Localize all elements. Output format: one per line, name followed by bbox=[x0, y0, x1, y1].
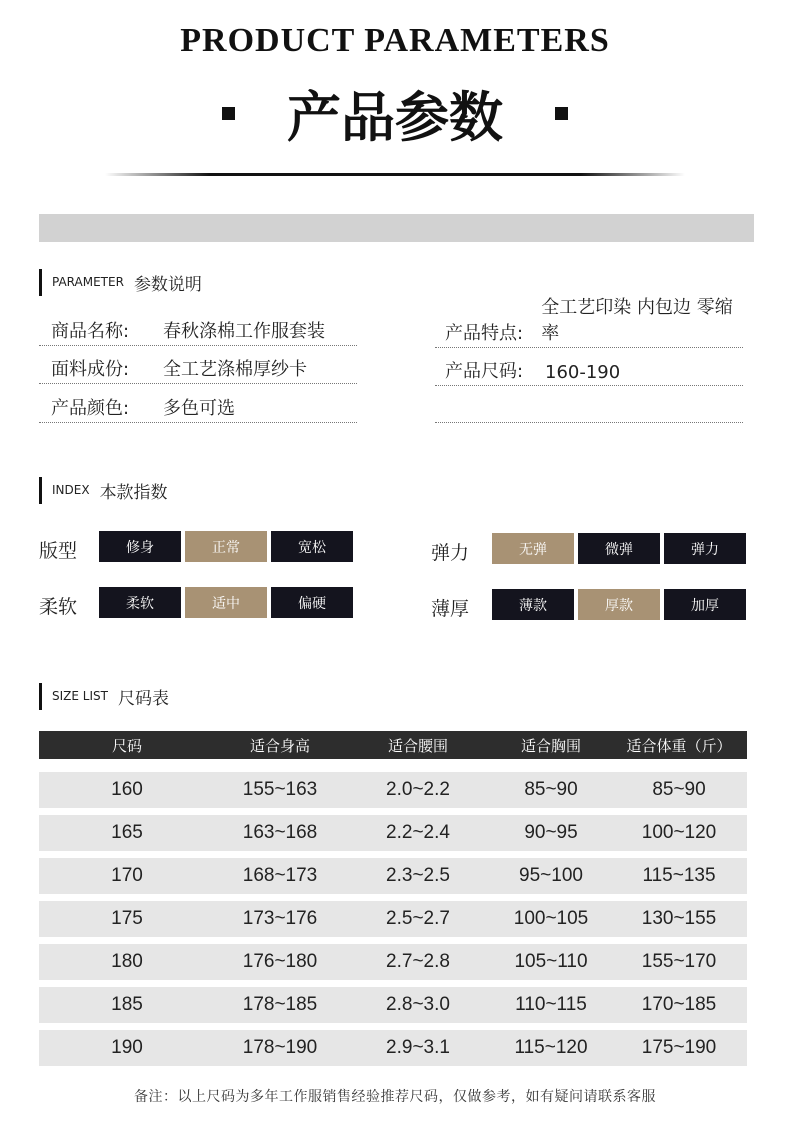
section-cn-label: 尺码表 bbox=[117, 688, 169, 709]
table-cell: 95~100 bbox=[519, 865, 583, 886]
column-header: 尺码 bbox=[111, 736, 142, 755]
index-label-elasticity: 弹力 bbox=[431, 542, 470, 564]
index-label-thickness: 薄厚 bbox=[431, 598, 470, 620]
table-cell: 85~90 bbox=[524, 779, 578, 800]
param-value: 多色可选 bbox=[163, 398, 235, 419]
section-en-label: INDEX bbox=[52, 483, 90, 497]
index-option-softness-1: 适中 bbox=[185, 587, 267, 618]
table-row bbox=[39, 858, 747, 894]
param-value: 春秋涤棉工作服套装 bbox=[163, 321, 325, 342]
param-key: 面料成份: bbox=[51, 359, 130, 380]
param-key: 产品颜色: bbox=[51, 398, 130, 419]
table-cell: 178~190 bbox=[242, 1037, 318, 1058]
table-row bbox=[39, 987, 747, 1023]
table-cell: 85~90 bbox=[652, 779, 706, 800]
param-value: 全工艺涤棉厚纱卡 bbox=[163, 359, 307, 380]
column-header: 适合胸围 bbox=[520, 736, 581, 755]
table-cell: 110~115 bbox=[515, 994, 587, 1015]
table-cell: 160 bbox=[111, 779, 143, 800]
chinese-title: 产品参数 bbox=[287, 85, 503, 149]
param-key: 产品特点: bbox=[445, 323, 524, 344]
english-title: PRODUCT PARAMETERS bbox=[180, 22, 610, 59]
table-cell: 155~170 bbox=[641, 951, 717, 972]
grey-banner bbox=[39, 214, 754, 242]
table-cell: 170 bbox=[111, 865, 143, 886]
index-option-softness-2: 偏硬 bbox=[271, 587, 353, 618]
table-cell: 2.7~2.8 bbox=[386, 951, 450, 972]
table-cell: 2.9~3.1 bbox=[386, 1037, 450, 1058]
param-key: 产品尺码: bbox=[445, 361, 524, 382]
index-option-elasticity-1: 微弹 bbox=[578, 533, 660, 564]
table-cell: 180 bbox=[111, 951, 143, 972]
table-cell: 175~190 bbox=[641, 1037, 717, 1058]
chinese-title-row bbox=[0, 78, 790, 148]
section-en-label: PARAMETER bbox=[52, 275, 124, 289]
table-cell: 130~155 bbox=[641, 908, 717, 929]
section-bar bbox=[39, 477, 42, 504]
column-header: 适合身高 bbox=[249, 736, 310, 755]
param-key: 商品名称: bbox=[51, 321, 130, 342]
table-row bbox=[39, 772, 747, 808]
param-row-feature bbox=[435, 297, 743, 348]
table-cell: 2.2~2.4 bbox=[386, 822, 450, 843]
table-cell: 176~180 bbox=[242, 951, 318, 972]
table-cell: 175 bbox=[111, 908, 143, 929]
section-bar bbox=[39, 269, 42, 296]
param-row-empty bbox=[435, 395, 743, 423]
index-option-fit-0: 修身 bbox=[99, 531, 181, 562]
square-bullet-icon bbox=[555, 107, 568, 120]
table-cell: 185 bbox=[111, 994, 143, 1015]
table-row bbox=[39, 901, 747, 937]
param-row-fabric bbox=[39, 356, 357, 384]
table-cell: 170~185 bbox=[641, 994, 717, 1015]
table-cell: 105~110 bbox=[514, 951, 588, 972]
index-section-header bbox=[39, 476, 168, 504]
footnote: 备注：以上尺码为多年工作服销售经验推荐尺码，仅做参考，如有疑问请联系客服 bbox=[134, 1089, 656, 1105]
index-option-elasticity-0: 无弹 bbox=[492, 533, 574, 564]
table-cell: 115~120 bbox=[514, 1037, 588, 1058]
table-cell: 168~173 bbox=[242, 865, 318, 886]
table-cell: 90~95 bbox=[524, 822, 578, 843]
index-option-thickness-0: 薄款 bbox=[492, 589, 574, 620]
param-row-name bbox=[39, 318, 357, 346]
section-en-label: SIZE LIST bbox=[52, 689, 108, 703]
table-cell: 100~120 bbox=[641, 822, 717, 843]
table-cell: 2.3~2.5 bbox=[386, 865, 450, 886]
index-option-thickness-2: 加厚 bbox=[664, 589, 746, 620]
size-section-header bbox=[39, 682, 169, 710]
size-table-header bbox=[39, 731, 747, 759]
index-option-softness-0: 柔软 bbox=[99, 587, 181, 618]
section-bar bbox=[39, 683, 42, 710]
param-row-color bbox=[39, 395, 357, 423]
table-cell: 155~163 bbox=[242, 779, 318, 800]
param-value: 全工艺印染 内包边 零缩率 bbox=[541, 297, 733, 344]
table-cell: 190 bbox=[111, 1037, 143, 1058]
square-bullet-icon bbox=[222, 107, 235, 120]
table-cell: 165 bbox=[111, 822, 143, 843]
size-table bbox=[39, 731, 747, 1066]
table-row bbox=[39, 944, 747, 980]
table-cell: 2.0~2.2 bbox=[386, 779, 450, 800]
table-cell: 173~176 bbox=[242, 908, 318, 929]
table-row bbox=[39, 1030, 747, 1066]
index-option-fit-1: 正常 bbox=[185, 531, 267, 562]
index-label-fit: 版型 bbox=[39, 540, 78, 562]
index-option-elasticity-2: 弹力 bbox=[664, 533, 746, 564]
title-divider bbox=[105, 173, 685, 176]
table-cell: 2.8~3.0 bbox=[386, 994, 450, 1015]
parameter-section-header bbox=[39, 268, 202, 296]
section-cn-label: 本款指数 bbox=[99, 482, 168, 503]
table-row bbox=[39, 815, 747, 851]
table-cell: 163~168 bbox=[242, 822, 318, 843]
size-table-body bbox=[39, 772, 747, 1066]
param-row-size bbox=[435, 358, 743, 386]
index-option-fit-2: 宽松 bbox=[271, 531, 353, 562]
column-header: 适合腰围 bbox=[387, 736, 448, 755]
index-label-softness: 柔软 bbox=[39, 596, 78, 618]
column-header: 适合体重（斤） bbox=[626, 736, 732, 755]
table-cell: 115~135 bbox=[642, 865, 716, 886]
index-option-thickness-1: 厚款 bbox=[578, 589, 660, 620]
param-value: 160-190 bbox=[545, 362, 621, 383]
table-cell: 100~105 bbox=[513, 908, 589, 929]
table-cell: 178~185 bbox=[242, 994, 318, 1015]
section-cn-label: 参数说明 bbox=[133, 274, 202, 295]
table-cell: 2.5~2.7 bbox=[386, 908, 450, 929]
